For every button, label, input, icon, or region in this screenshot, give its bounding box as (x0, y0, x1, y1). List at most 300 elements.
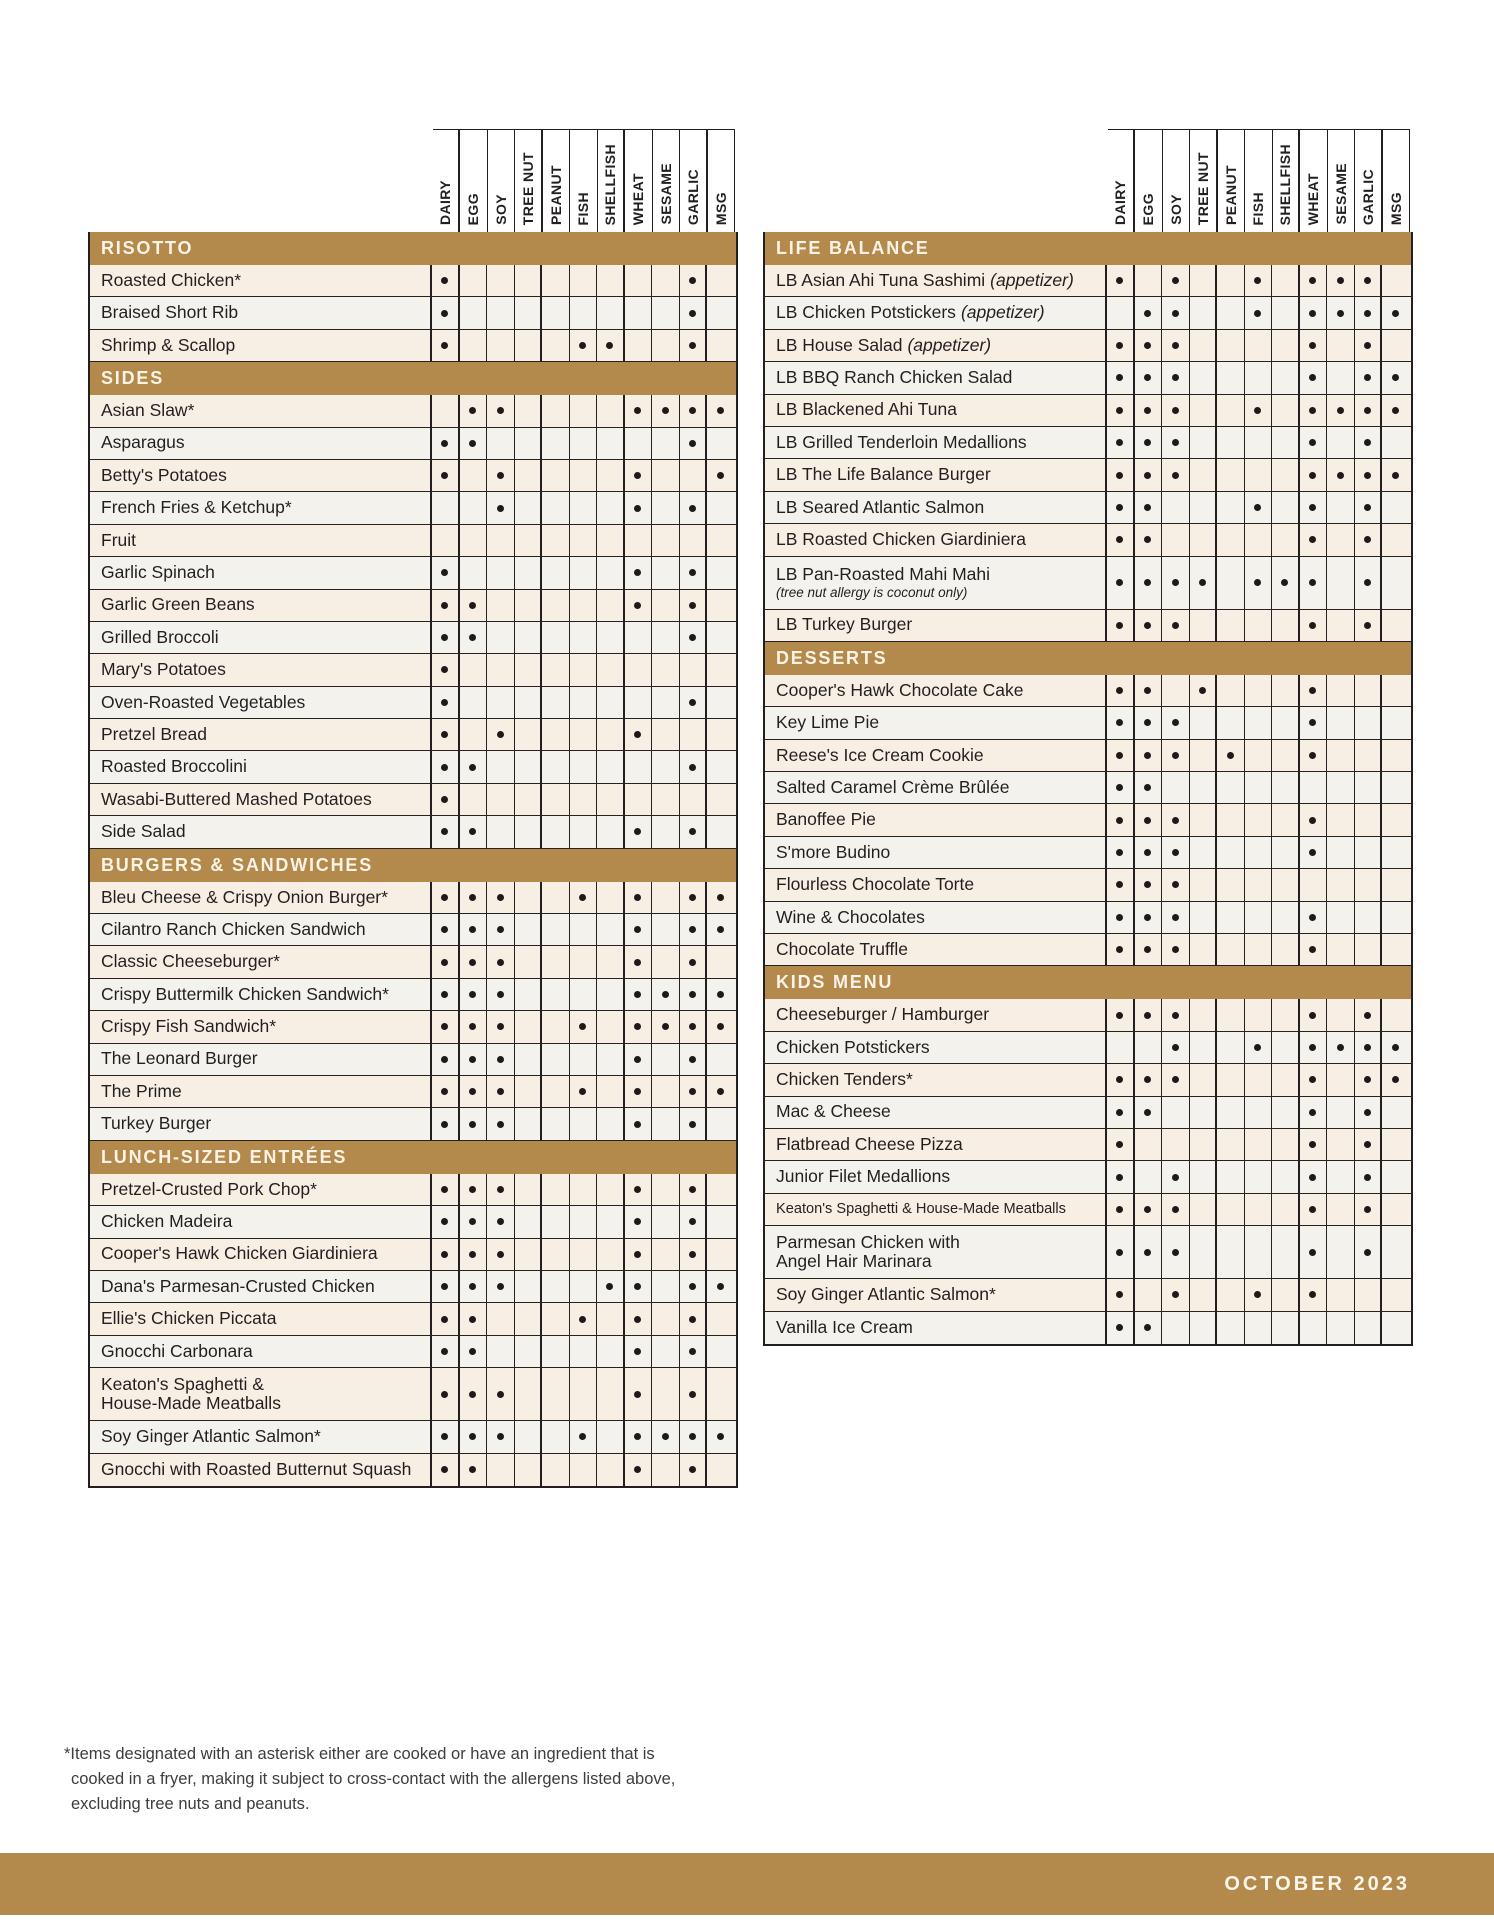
allergen-cell-soy (487, 622, 515, 653)
allergen-cell-soy (1162, 740, 1190, 771)
allergen-dot (441, 666, 448, 673)
allergen-cell-wheat (625, 460, 653, 491)
menu-item-row (90, 428, 736, 460)
allergen-column-label: SOY (492, 194, 509, 225)
item-name-line (776, 1318, 1101, 1338)
menu-item-row (765, 1226, 1411, 1279)
menu-item-row (765, 492, 1411, 524)
menu-item-row (90, 1271, 736, 1303)
allergen-dot (469, 1218, 476, 1225)
item-name: Asparagus (101, 432, 185, 453)
allergen-cell-peanut (542, 395, 570, 426)
section-header-burgers-sandwiches (90, 849, 736, 882)
allergen-cell-wheat (1300, 902, 1328, 933)
allergen-cell-peanut (1217, 459, 1245, 490)
item-name: Asian Slaw* (101, 400, 195, 421)
menu-item-label (90, 784, 432, 815)
allergen-column-header-sesame (1328, 129, 1356, 232)
allergen-cell-soy (487, 1174, 515, 1205)
allergen-cell-fish (570, 914, 598, 945)
allergen-dot (1116, 1174, 1123, 1181)
allergen-cell-sesame (652, 622, 680, 653)
allergen-cell-sesame (652, 297, 680, 328)
allergen-dot (1116, 472, 1123, 479)
item-name-line (776, 368, 1101, 388)
allergen-cell-peanut (542, 1303, 570, 1334)
allergen-cell-wheat (1300, 459, 1328, 490)
allergen-cell-wheat (1300, 492, 1328, 523)
allergen-dot (441, 277, 448, 284)
allergen-cell-msg (707, 460, 735, 491)
allergen-cell-soy (487, 1454, 515, 1486)
allergen-cell-garlic (680, 1454, 708, 1486)
allergen-cell-fish (1245, 804, 1273, 835)
menu-item-label (765, 1097, 1107, 1128)
allergen-column-header-peanut (1218, 129, 1246, 232)
allergen-dot (469, 1186, 476, 1193)
allergen-dot (717, 894, 724, 901)
item-name: Crispy Fish Sandwich* (101, 1016, 277, 1037)
allergen-cell-shellfish (1272, 707, 1300, 738)
menu-item-row (765, 459, 1411, 491)
item-name-line2 (101, 1394, 426, 1414)
menu-item-row (90, 1421, 736, 1453)
allergen-dot (441, 926, 448, 933)
allergen-dot (469, 602, 476, 609)
allergen-dot (1144, 719, 1151, 726)
allergen-dot (1337, 1044, 1344, 1051)
allergen-dot (1309, 579, 1316, 586)
allergen-cell-garlic (1355, 1312, 1383, 1344)
allergen-cell-sesame (652, 687, 680, 718)
allergen-cell-dairy (432, 590, 460, 621)
allergen-cell-garlic (1355, 707, 1383, 738)
allergen-column-header-soy (1163, 129, 1191, 232)
allergen-cell-fish (1245, 557, 1273, 609)
allergen-cell-wheat (625, 1011, 653, 1042)
allergen-dot (689, 1121, 696, 1128)
allergen-cell-wheat (625, 882, 653, 913)
allergen-cell-wheat (625, 1044, 653, 1075)
allergen-cell-peanut (542, 882, 570, 913)
allergen-cell-soy (487, 1303, 515, 1334)
allergen-cell-fish (570, 751, 598, 782)
allergen-cell-wheat (625, 525, 653, 556)
allergen-dot (1144, 687, 1151, 694)
allergen-dot (634, 959, 641, 966)
item-name-line (776, 843, 1101, 863)
allergen-dot (1172, 342, 1179, 349)
allergen-cell-egg (460, 265, 488, 296)
item-name: Shrimp & Scallop (101, 334, 236, 355)
allergen-dot (689, 1466, 696, 1473)
allergen-cell-egg (1135, 1097, 1163, 1128)
menu-item-row (90, 1011, 736, 1043)
item-name: S'more Budino (776, 841, 891, 862)
allergen-cell-soy (487, 1421, 515, 1452)
allergen-dot (1337, 472, 1344, 479)
allergen-cell-soy (487, 1044, 515, 1075)
allergen-cell-peanut (1217, 395, 1245, 426)
item-name-line (101, 757, 426, 777)
allergen-dot (1116, 536, 1123, 543)
allergen-cell-dairy (1107, 1312, 1135, 1344)
allergen-cell-sesame (1327, 265, 1355, 296)
menu-item-label (765, 1032, 1107, 1063)
item-name-line (101, 985, 426, 1005)
allergen-cell-soy (487, 816, 515, 847)
allergen-dot (717, 1433, 724, 1440)
allergen-cell-dairy (432, 297, 460, 328)
allergen-cell-egg (460, 525, 488, 556)
allergen-cell-sesame (652, 979, 680, 1010)
allergen-cell-egg (460, 1044, 488, 1075)
allergen-dot (689, 1251, 696, 1258)
allergen-dot (497, 1088, 504, 1095)
allergen-cell-dairy (1107, 297, 1135, 328)
allergen-cell-fish (1245, 837, 1273, 868)
allergen-dot (469, 1316, 476, 1323)
section-title: LUNCH-SIZED ENTRÉES (101, 1146, 348, 1167)
allergen-cell-dairy (1107, 330, 1135, 361)
allergen-dot (1172, 1012, 1179, 1019)
allergen-column-label: GARLIC (1359, 168, 1376, 225)
allergen-cell-dairy (1107, 524, 1135, 555)
allergen-cell-dairy (1107, 1194, 1135, 1225)
item-name: Junior Filet Medallions (776, 1166, 951, 1187)
allergen-dot (1116, 817, 1123, 824)
allergen-cell-dairy (1107, 362, 1135, 393)
allergen-cell-soy (487, 590, 515, 621)
menu-item-row (765, 804, 1411, 836)
allergen-dot (469, 828, 476, 835)
allergen-column-label: MSG (1387, 191, 1404, 225)
item-note: (appetizer) (990, 269, 1074, 290)
allergen-dot (469, 407, 476, 414)
allergen-dot (441, 959, 448, 966)
item-name-line (101, 660, 426, 680)
allergen-cell-fish (1245, 1161, 1273, 1192)
allergen-cell-shellfish (1272, 1097, 1300, 1128)
allergen-cell-peanut (542, 1271, 570, 1302)
allergen-cell-egg (1135, 999, 1163, 1030)
allergen-cell-peanut (542, 654, 570, 685)
allergen-column-header-msg (1383, 129, 1411, 232)
allergen-cell-tree-nut (515, 1303, 543, 1334)
allergen-cell-dairy (432, 1271, 460, 1302)
allergen-cell-shellfish (597, 1368, 625, 1420)
allergen-cell-sesame (1327, 297, 1355, 328)
item-name: Ellie's Chicken Piccata (101, 1308, 277, 1329)
allergen-cell-egg (460, 428, 488, 459)
allergen-cell-peanut (1217, 1312, 1245, 1344)
allergen-cell-sesame (652, 1011, 680, 1042)
allergen-dot (1172, 946, 1179, 953)
allergen-cell-fish (570, 1271, 598, 1302)
allergen-dot (1172, 1174, 1179, 1181)
allergen-cell-tree-nut (515, 1011, 543, 1042)
allergen-cell-wheat (1300, 427, 1328, 458)
allergen-cell-sesame (652, 460, 680, 491)
allergen-cell-wheat (1300, 707, 1328, 738)
allergen-dot (634, 991, 641, 998)
allergen-dot (1116, 407, 1123, 414)
allergen-cell-fish (570, 979, 598, 1010)
menu-item-label (765, 610, 1107, 641)
allergen-cell-soy (487, 265, 515, 296)
allergen-dot (497, 991, 504, 998)
allergen-cell-egg (1135, 427, 1163, 458)
allergen-cell-msg (707, 1239, 735, 1270)
item-name: Soy Ginger Atlantic Salmon* (776, 1284, 996, 1305)
allergen-cell-fish (570, 1011, 598, 1042)
allergen-cell-garlic (680, 297, 708, 328)
menu-item-label (90, 946, 432, 977)
allergen-cell-msg (707, 330, 735, 361)
allergen-cell-dairy (1107, 459, 1135, 490)
menu-item-label (765, 427, 1107, 458)
allergen-cell-egg (460, 1454, 488, 1486)
menu-item-row (765, 707, 1411, 739)
allergen-dot (634, 602, 641, 609)
allergen-dot (1364, 1076, 1371, 1083)
allergen-cell-sesame (1327, 1226, 1355, 1278)
allergen-dot (634, 1391, 641, 1398)
allergen-cell-msg (707, 946, 735, 977)
allergen-cell-garlic (1355, 395, 1383, 426)
allergen-cell-shellfish (597, 395, 625, 426)
allergen-cell-peanut (542, 265, 570, 296)
allergen-cell-tree-nut (515, 1336, 543, 1367)
allergen-dot (441, 1121, 448, 1128)
allergen-cell-wheat (625, 946, 653, 977)
allergen-dot (634, 407, 641, 414)
allergen-dot (689, 1433, 696, 1440)
allergen-cell-sesame (652, 1368, 680, 1420)
allergen-column-label: GARLIC (684, 168, 701, 225)
allergen-dot (717, 1088, 724, 1095)
item-name: Chicken Tenders* (776, 1069, 913, 1090)
item-name-line (776, 433, 1101, 453)
menu-item-label (765, 902, 1107, 933)
allergen-dot (497, 1218, 504, 1225)
allergen-cell-fish (570, 1239, 598, 1270)
allergen-cell-msg (707, 1011, 735, 1042)
allergen-dot (1172, 622, 1179, 629)
allergen-cell-garlic (680, 1011, 708, 1042)
allergen-cell-peanut (1217, 1129, 1245, 1160)
allergen-cell-soy (487, 914, 515, 945)
allergen-cell-peanut (542, 1011, 570, 1042)
item-name: Mac & Cheese (776, 1101, 891, 1122)
allergen-cell-wheat (625, 719, 653, 750)
allergen-cell-soy (1162, 1226, 1190, 1278)
allergen-cell-soy (487, 1108, 515, 1139)
allergen-cell-soy (487, 687, 515, 718)
allergen-cell-shellfish (597, 1044, 625, 1075)
allergen-cell-fish (570, 492, 598, 523)
allergen-cell-shellfish (597, 297, 625, 328)
item-name: Mary's Potatoes (101, 659, 226, 680)
allergen-dot (1254, 407, 1261, 414)
allergen-column-header-msg (708, 129, 736, 232)
item-name: Turkey Burger (101, 1113, 212, 1134)
allergen-cell-garlic (1355, 999, 1383, 1030)
allergen-dot (1144, 407, 1151, 414)
allergen-cell-egg (1135, 1161, 1163, 1192)
allergen-cell-tree-nut (515, 1206, 543, 1237)
allergen-cell-sesame (652, 1454, 680, 1486)
allergen-cell-dairy (1107, 1226, 1135, 1278)
allergen-column-header-dairy (433, 129, 461, 232)
allergen-dot (1392, 407, 1399, 414)
allergen-cell-garlic (680, 882, 708, 913)
allergen-dot (579, 342, 586, 349)
allergen-dot (717, 991, 724, 998)
allergen-dot (441, 1056, 448, 1063)
allergen-dot (1144, 849, 1151, 856)
allergen-dot (469, 1466, 476, 1473)
allergen-cell-tree-nut (515, 687, 543, 718)
allergen-cell-garlic (1355, 772, 1383, 803)
allergen-column-label: TREE NUT (1194, 151, 1211, 225)
allergen-dot (1364, 277, 1371, 284)
allergen-dot (1116, 752, 1123, 759)
allergen-cell-wheat (1300, 297, 1328, 328)
allergen-dot (1392, 310, 1399, 317)
allergen-cell-garlic (680, 265, 708, 296)
allergen-dot (1144, 946, 1151, 953)
menu-item-row (765, 869, 1411, 901)
allergen-cell-peanut (542, 946, 570, 977)
allergen-cell-egg (1135, 707, 1163, 738)
allergen-cell-tree-nut (515, 492, 543, 523)
allergen-cell-msg (707, 784, 735, 815)
allergen-cell-tree-nut (515, 1271, 543, 1302)
allergen-cell-shellfish (597, 330, 625, 361)
allergen-dot (1364, 1109, 1371, 1116)
menu-item-row (765, 1279, 1411, 1311)
menu-item-label (765, 557, 1107, 609)
allergen-cell-wheat (1300, 804, 1328, 835)
allergen-column-label: WHEAT (630, 172, 647, 225)
allergen-dot (469, 1283, 476, 1290)
allergen-dot (1144, 881, 1151, 888)
allergen-dot (441, 1466, 448, 1473)
allergen-cell-dairy (432, 1044, 460, 1075)
menu-item-row (90, 914, 736, 946)
allergen-cell-fish (1245, 1064, 1273, 1095)
allergen-dot (441, 1433, 448, 1440)
allergen-cell-shellfish (597, 460, 625, 491)
menu-item-row (765, 934, 1411, 966)
allergen-cell-egg (460, 882, 488, 913)
item-subnote: (tree nut allergy is coconut only) (776, 585, 968, 601)
allergen-cell-sesame (1327, 330, 1355, 361)
item-name-line (776, 810, 1101, 830)
allergen-cell-fish (570, 1206, 598, 1237)
allergen-column-label: DAIRY (437, 179, 454, 225)
allergen-cell-garlic (1355, 1097, 1383, 1128)
allergen-cell-shellfish (597, 1271, 625, 1302)
allergen-cell-sesame (1327, 427, 1355, 458)
allergen-column-label: SESAME (657, 163, 674, 225)
item-name-line (776, 1038, 1101, 1058)
allergen-dot (1337, 407, 1344, 414)
allergen-cell-wheat (625, 979, 653, 1010)
allergen-dot (1364, 472, 1371, 479)
allergen-cell-tree-nut (1190, 1032, 1218, 1063)
allergen-cell-egg (1135, 524, 1163, 555)
menu-item-row (765, 772, 1411, 804)
allergen-cell-sesame (652, 816, 680, 847)
allergen-dot (1309, 1044, 1316, 1051)
menu-item-label (765, 492, 1107, 523)
allergen-cell-fish (570, 622, 598, 653)
menu-item-label (765, 707, 1107, 738)
menu-item-row (765, 1161, 1411, 1193)
item-name-line (776, 271, 1101, 291)
allergen-cell-egg (1135, 265, 1163, 296)
item-name: Flourless Chocolate Torte (776, 874, 975, 895)
allergen-cell-peanut (542, 979, 570, 1010)
item-name-line (776, 1167, 1101, 1187)
allergen-cell-wheat (625, 1303, 653, 1334)
allergen-dot (689, 764, 696, 771)
allergen-cell-wheat (625, 816, 653, 847)
allergen-dot (1172, 439, 1179, 446)
allergen-dot (1309, 622, 1316, 629)
menu-item-label (765, 869, 1107, 900)
menu-item-label (90, 265, 432, 296)
allergen-cell-dairy (432, 1206, 460, 1237)
section-header-kids-menu (765, 966, 1411, 999)
allergen-cell-wheat (1300, 772, 1328, 803)
item-name: Garlic Green Beans (101, 594, 255, 615)
allergen-cell-garlic (680, 1421, 708, 1452)
allergen-dot (441, 1283, 448, 1290)
allergen-cell-garlic (1355, 557, 1383, 609)
allergen-cell-garlic (680, 784, 708, 815)
allergen-dot (1199, 579, 1206, 586)
item-name: Side Salad (101, 821, 186, 842)
menu-item-row (765, 837, 1411, 869)
menu-item-label (90, 492, 432, 523)
allergen-dot (1172, 1249, 1179, 1256)
allergen-dot (717, 1283, 724, 1290)
allergen-cell-garlic (1355, 524, 1383, 555)
allergen-cell-tree-nut (1190, 740, 1218, 771)
menu-item-label (90, 687, 432, 718)
allergen-dot (689, 440, 696, 447)
menu-item-row (90, 525, 736, 557)
item-name: Garlic Spinach (101, 562, 215, 583)
allergen-cell-egg (460, 914, 488, 945)
allergen-cell-sesame (1327, 902, 1355, 933)
allergen-table-left (88, 129, 738, 1488)
item-name: LB House Salad (776, 334, 903, 355)
item-name-line (776, 565, 1101, 585)
allergen-cell-dairy (1107, 1032, 1135, 1063)
item-name: Oven-Roasted Vegetables (101, 691, 306, 712)
allergen-cell-egg (460, 1108, 488, 1139)
allergen-cell-fish (1245, 999, 1273, 1030)
allergen-cell-sesame (652, 330, 680, 361)
allergen-dot (441, 342, 448, 349)
allergen-dot (1116, 687, 1123, 694)
allergen-cell-shellfish (597, 265, 625, 296)
allergen-cell-soy (487, 751, 515, 782)
